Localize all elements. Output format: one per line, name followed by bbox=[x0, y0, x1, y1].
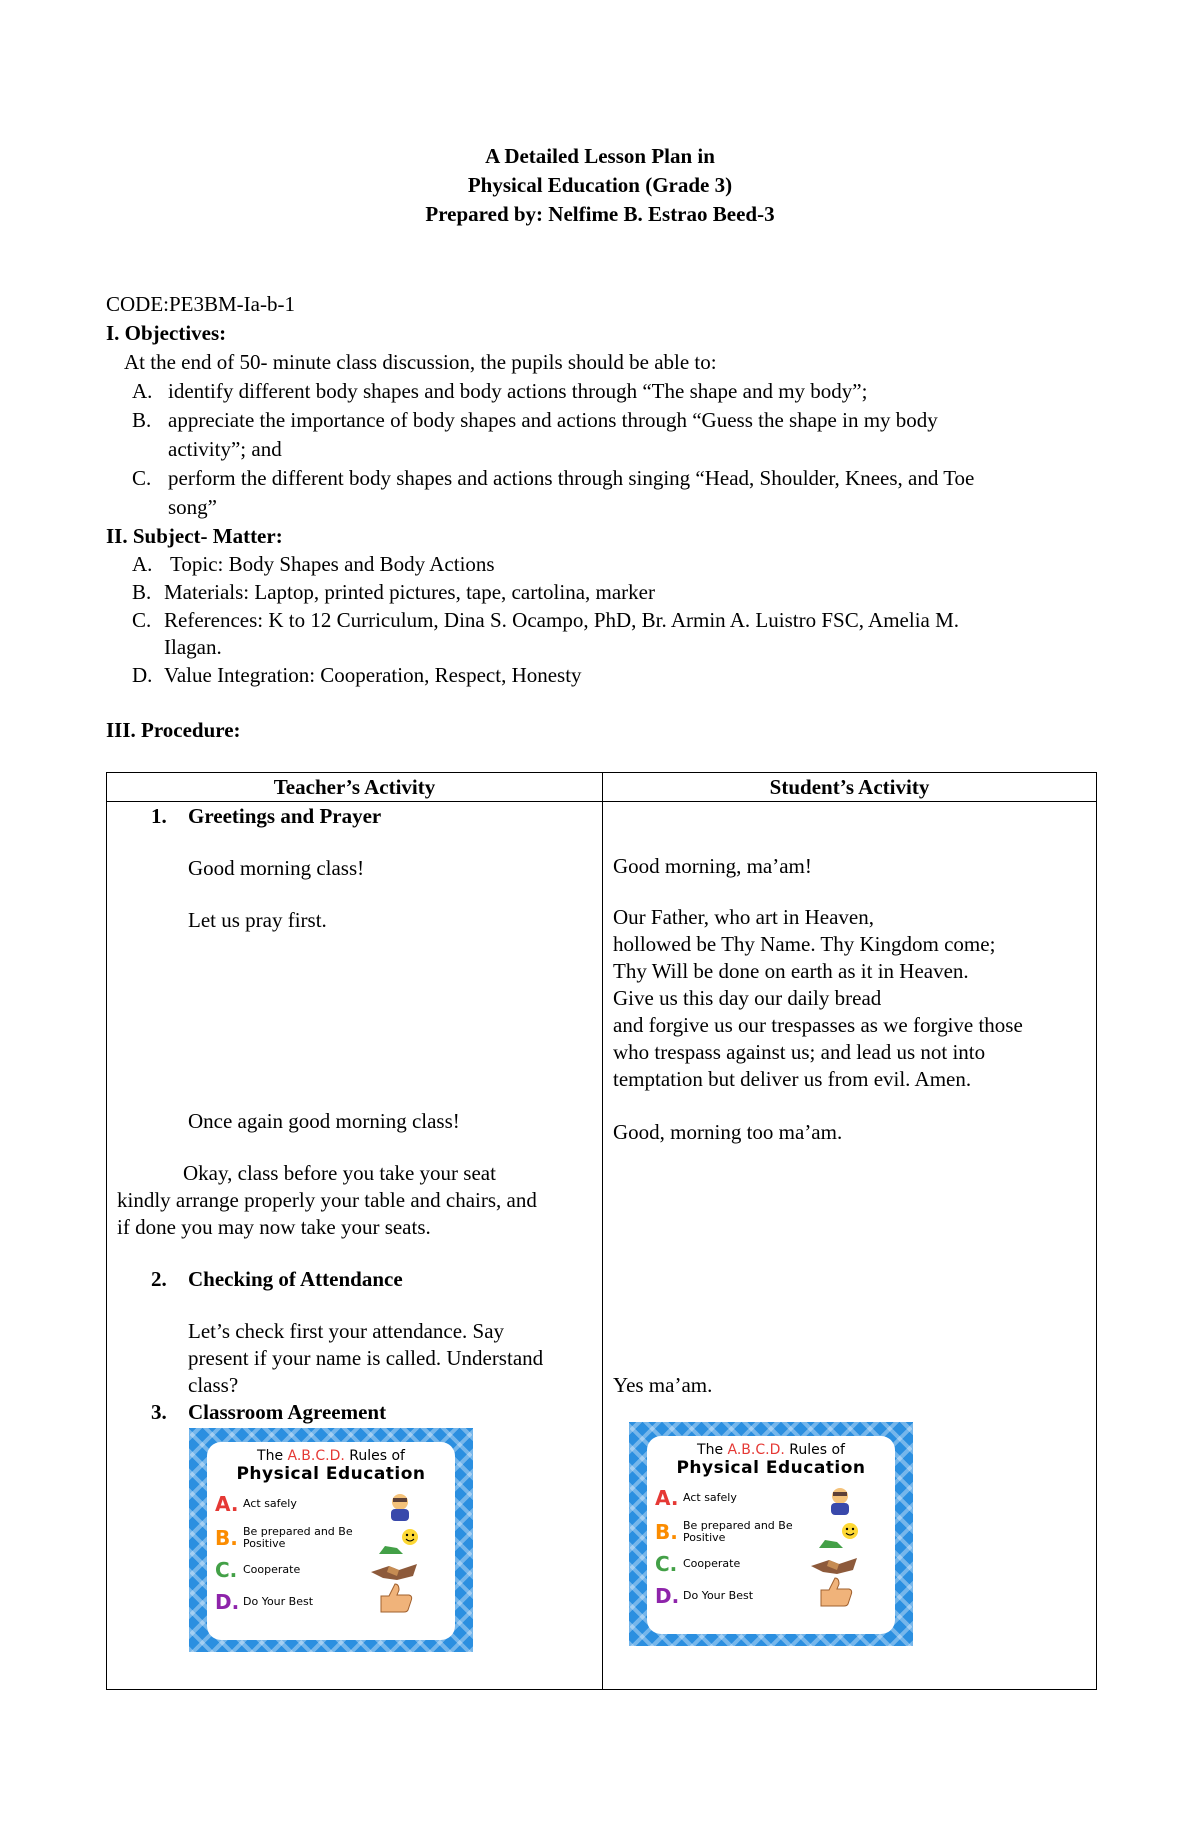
poster-title-student bbox=[647, 1442, 895, 1458]
teacher-attendance-line3: class? bbox=[188, 1373, 239, 1397]
doc-title-line2: Physical Education (Grade 3) bbox=[467, 173, 733, 197]
poster-rule-a-letter-student: A. bbox=[655, 1486, 679, 1510]
student-good-morning-too: Good, morning too ma’am. bbox=[613, 1120, 843, 1144]
teacher-attendance-line1: Let’s check first your attendance. Say bbox=[188, 1319, 505, 1343]
poster-rule-d-text: Do Your Best bbox=[243, 1595, 314, 1608]
poster-title-prefix: The bbox=[257, 1448, 288, 1464]
teacher-good-morning: Good morning class! bbox=[188, 856, 365, 880]
child-icon bbox=[385, 1492, 415, 1522]
procedure-body-row bbox=[107, 802, 1097, 1690]
smiley-shoe-icon bbox=[817, 1522, 861, 1552]
subject-c-line2: Ilagan. bbox=[164, 635, 222, 659]
objective-a-line1: identify different body shapes and body actions through “The shape and my body”; bbox=[168, 379, 868, 403]
poster-title-abcd-student: A.B.C.D. bbox=[727, 1442, 785, 1458]
student-yes: Yes ma’am. bbox=[613, 1373, 713, 1397]
poster-rule-a-letter: A. bbox=[215, 1492, 239, 1516]
student-prayer-line3: Thy Will be done on earth as it in Heaven. bbox=[613, 959, 969, 983]
poster-rule-b-letter-student: B. bbox=[655, 1520, 678, 1544]
poster-rule-b-text-student: Be prepared and Be Positive bbox=[683, 1519, 793, 1544]
student-prayer-line7: temptation but deliver us from evil. Amen. bbox=[613, 1067, 972, 1091]
doc-title-line1: A Detailed Lesson Plan in bbox=[485, 144, 715, 168]
poster-rule-b bbox=[215, 1526, 361, 1550]
objectives-heading: I. Objectives: bbox=[106, 321, 227, 345]
step-1-title: Greetings and Prayer bbox=[188, 804, 382, 828]
poster-title-abcd: A.B.C.D. bbox=[287, 1448, 345, 1464]
procedure-table bbox=[106, 772, 1097, 1690]
poster-title-prefix-student: The bbox=[697, 1442, 728, 1458]
procedure-header-row bbox=[107, 773, 1097, 802]
poster-rule-a-student bbox=[655, 1488, 737, 1508]
teacher-attendance-line2: present if your name is called. Understand bbox=[188, 1346, 544, 1370]
poster-rule-c-letter-student: C. bbox=[655, 1552, 678, 1576]
poster-rule-a-text: Act safely bbox=[243, 1497, 297, 1510]
student-prayer-line2: hollowed be Thy Name. Thy Kingdom come; bbox=[613, 932, 996, 956]
student-prayer-line1: Our Father, who art in Heaven, bbox=[613, 905, 874, 929]
subject-letter-a: A. bbox=[132, 552, 153, 576]
subject-letter-b: B. bbox=[132, 580, 152, 604]
poster-rule-d-letter-student: D. bbox=[655, 1584, 680, 1608]
poster-subtitle: Physical Education bbox=[236, 1464, 426, 1484]
thumbs-up-icon bbox=[815, 1576, 855, 1608]
objective-c-line1: perform the different body shapes and actions through singing “Head, Shoulder, Knees, and Toe bbox=[168, 466, 975, 490]
poster-title-suffix: Rules of bbox=[344, 1448, 405, 1464]
procedure-heading: III. Procedure: bbox=[106, 718, 241, 742]
teacher-activity-cell bbox=[107, 802, 603, 1690]
poster-subtitle-student: Physical Education bbox=[676, 1458, 866, 1478]
objective-b-line2: activity”; and bbox=[168, 437, 282, 461]
teacher-okay-line1: Okay, class before you take your seat bbox=[183, 1161, 496, 1185]
objective-c-line2: song” bbox=[168, 495, 217, 519]
poster-card-student bbox=[647, 1436, 895, 1634]
handshake-icon bbox=[809, 1552, 859, 1578]
subject-letter-c: C. bbox=[132, 608, 152, 632]
subject-matter-heading: II. Subject- Matter: bbox=[106, 524, 283, 548]
handshake-icon bbox=[369, 1558, 419, 1584]
step-2-title: Checking of Attendance bbox=[188, 1267, 403, 1291]
doc-title-line3: Prepared by: Nelfime B. Estrao Beed-3 bbox=[425, 202, 775, 226]
objective-letter-a: A. bbox=[132, 379, 153, 403]
lesson-code: CODE:PE3BM-Ia-b-1 bbox=[106, 292, 295, 316]
step-3-number: 3. bbox=[151, 1400, 167, 1424]
step-1-number: 1. bbox=[151, 804, 167, 828]
poster-title-suffix-student: Rules of bbox=[784, 1442, 845, 1458]
poster-rule-d-letter: D. bbox=[215, 1590, 240, 1614]
poster-card bbox=[207, 1442, 455, 1640]
thumbs-up-icon bbox=[375, 1582, 415, 1614]
student-good-morning: Good morning, ma’am! bbox=[613, 854, 812, 878]
subject-b-line1: Materials: Laptop, printed pictures, tape, cartolina, marker bbox=[164, 580, 655, 604]
objectives-intro: At the end of 50- minute class discussion, the pupils should be able to: bbox=[124, 350, 717, 374]
poster-rule-b-letter: B. bbox=[215, 1526, 238, 1550]
student-activity-header: Student’s Activity bbox=[603, 773, 1097, 802]
poster-rule-c bbox=[215, 1560, 300, 1580]
abcd-rules-poster-student bbox=[629, 1422, 913, 1646]
objective-letter-c: C. bbox=[132, 466, 152, 490]
teacher-okay-line2: kindly arrange properly your table and chairs, and bbox=[117, 1188, 537, 1212]
poster-rule-c-student bbox=[655, 1554, 740, 1574]
objective-b-line1: appreciate the importance of body shapes and actions through “Guess the shape in my body bbox=[168, 408, 938, 432]
step-3-title: Classroom Agreement bbox=[188, 1400, 387, 1424]
smiley-shoe-icon bbox=[377, 1528, 421, 1558]
poster-rule-d-student bbox=[655, 1586, 753, 1606]
subject-c-line1: References: K to 12 Curriculum, Dina S. Ocampo, PhD, Br. Armin A. Luistro FSC, Amelia M. bbox=[164, 608, 960, 632]
teacher-activity-header: Teacher’s Activity bbox=[107, 773, 603, 802]
child-icon bbox=[825, 1486, 855, 1516]
objective-letter-b: B. bbox=[132, 408, 152, 432]
subject-d-line1: Value Integration: Cooperation, Respect, Honesty bbox=[164, 663, 582, 687]
poster-rule-c-letter: C. bbox=[215, 1558, 238, 1582]
poster-rule-c-text: Cooperate bbox=[243, 1563, 301, 1576]
teacher-pray: Let us pray first. bbox=[188, 908, 327, 932]
poster-rule-b-text: Be prepared and Be Positive bbox=[243, 1525, 353, 1550]
subject-a-line1: Topic: Body Shapes and Body Actions bbox=[170, 552, 495, 576]
poster-rule-d bbox=[215, 1592, 313, 1612]
abcd-rules-poster bbox=[189, 1428, 473, 1652]
poster-title bbox=[207, 1448, 455, 1464]
step-2-number: 2. bbox=[151, 1267, 167, 1291]
student-prayer-line6: who trespass against us; and lead us not into bbox=[613, 1040, 986, 1064]
student-prayer-line5: and forgive us our trespasses as we forgive those bbox=[613, 1013, 1023, 1037]
poster-rule-d-text-student: Do Your Best bbox=[683, 1589, 754, 1602]
student-activity-cell bbox=[603, 802, 1097, 1690]
teacher-okay-line3: if done you may now take your seats. bbox=[117, 1215, 431, 1239]
student-prayer-line4: Give us this day our daily bread bbox=[613, 986, 882, 1010]
poster-rule-b-student bbox=[655, 1520, 801, 1544]
poster-rule-a bbox=[215, 1494, 297, 1514]
subject-letter-d: D. bbox=[132, 663, 153, 687]
poster-rule-a-text-student: Act safely bbox=[683, 1491, 737, 1504]
poster-rule-c-text-student: Cooperate bbox=[683, 1557, 741, 1570]
teacher-once-again: Once again good morning class! bbox=[188, 1109, 460, 1133]
